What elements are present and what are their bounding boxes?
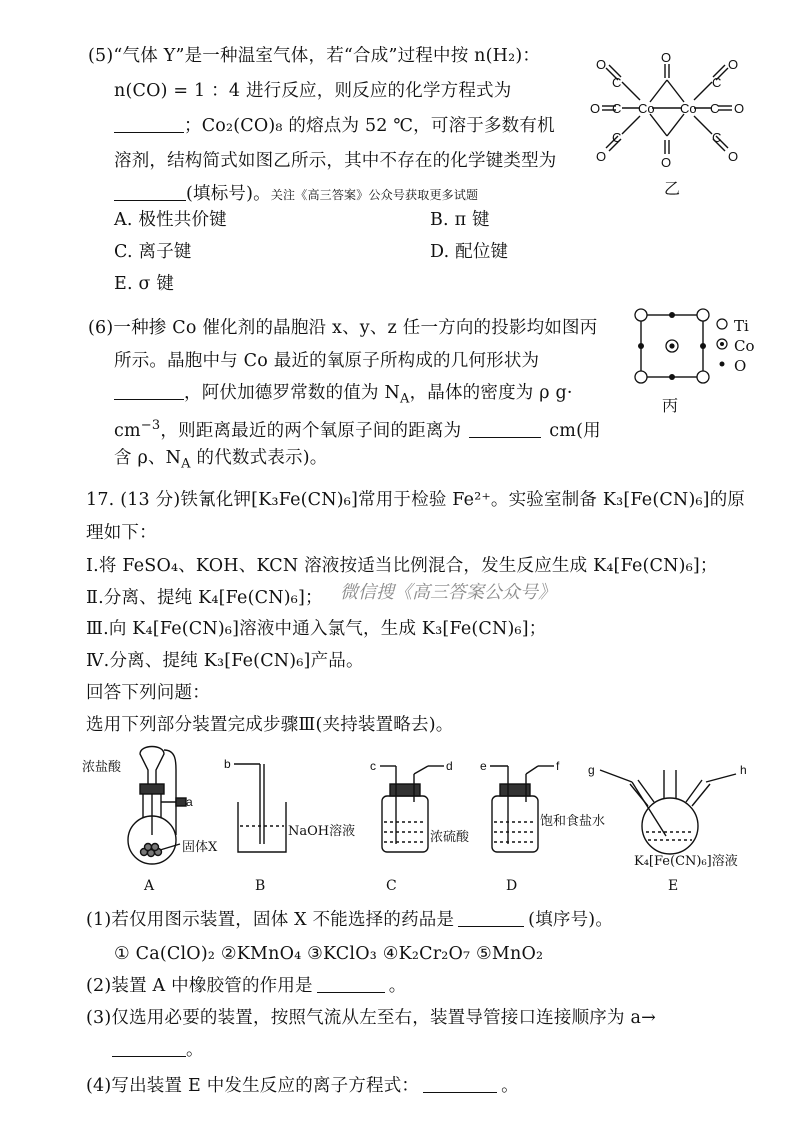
option-a: A. 极性共价键 bbox=[114, 210, 227, 230]
o-atom-tl: O bbox=[596, 57, 607, 72]
q17-p4: (4)写出装置 E 中发生反应的离子方程式： 。 bbox=[86, 1076, 519, 1096]
o-atom-bottom: O bbox=[661, 155, 672, 170]
caption-d: D bbox=[506, 878, 518, 894]
option-c: C. 离子键 bbox=[114, 242, 192, 262]
q17-step4: Ⅳ.分离、提纯 K₃[Fe(CN)₆]产品。 bbox=[86, 651, 364, 671]
option-e: E. σ 键 bbox=[114, 274, 175, 294]
option-d: D. 配位键 bbox=[430, 242, 509, 262]
label-naoh: NaOH溶液 bbox=[288, 824, 356, 839]
q17-step2: Ⅱ.分离、提纯 K₄[Fe(CN)₆]； bbox=[86, 588, 323, 608]
q17-p3: (3)仅选用必要的装置，按照气流从左至右，装置导管接口连接顺序为 a→ bbox=[86, 1008, 656, 1028]
q5-line3: ；Co₂(CO)₈ 的熔点为 52 ℃，可溶于多数有机 bbox=[114, 114, 555, 138]
q6-line3: ，阿伏加德罗常数的值为 $N_A$，晶体的密度为 ρ g· bbox=[114, 381, 573, 412]
q6-line4: $cm^{-3}$，则距离最近的两个氧原子间的距离为 cm(用 bbox=[114, 418, 601, 441]
q17-line2: 理如下： bbox=[86, 523, 157, 543]
legend-ti: Ti bbox=[734, 317, 749, 335]
figure-yi-caption: 乙 bbox=[664, 179, 681, 198]
legend-co: Co bbox=[734, 337, 755, 355]
o-atom-l: O bbox=[590, 101, 601, 116]
label-solid-x: 固体X bbox=[182, 840, 218, 855]
q5-line4: 溶剂，结构简式如图乙所示，其中不存在的化学键类型为 bbox=[114, 151, 557, 171]
o-atom-br: O bbox=[728, 149, 739, 164]
q17-step3: Ⅲ.向 K₄[Fe(CN)₆]溶液中通入氯气，生成 K₃[Fe(CN)₆]； bbox=[86, 619, 547, 639]
port-b: b bbox=[224, 757, 231, 771]
q17-p1: (1)若仅用图示装置，固体 X 不能选择的药品是 (填序号)。 bbox=[86, 910, 614, 930]
o-atom-top: O bbox=[661, 50, 672, 65]
legend-symbols bbox=[716, 316, 730, 372]
port-a: a bbox=[186, 795, 193, 809]
answer-blank-bond-type[interactable] bbox=[114, 182, 186, 201]
answer-blank-shape[interactable] bbox=[114, 381, 184, 400]
q17-select: 选用下列部分装置完成步骤Ⅲ(夹持装置略去)。 bbox=[86, 715, 454, 735]
o-atom-r: O bbox=[734, 101, 745, 116]
o-atom-tr: O bbox=[728, 57, 739, 72]
option-b: B. π 键 bbox=[430, 210, 490, 230]
figure-crystal-projection bbox=[632, 306, 712, 386]
q17-p1-choices: ① Ca(ClO)₂ ②KMnO₄ ③KClO₃ ④K₂Cr₂O₇ ⑤MnO₂ bbox=[114, 944, 544, 964]
c-atom-r: C bbox=[710, 101, 720, 116]
port-f: f bbox=[556, 759, 560, 773]
c-atom-l: C bbox=[612, 101, 622, 116]
c-atom-tl: C bbox=[612, 75, 622, 90]
q17-answer-intro: 回答下列问题： bbox=[86, 683, 210, 703]
c-atom-br: C bbox=[712, 130, 722, 145]
co-atom-left: Co bbox=[638, 101, 655, 116]
port-e: e bbox=[480, 759, 487, 773]
promo-note: 关注《高三答案》公众号获取更多试题 bbox=[270, 188, 479, 202]
port-c: c bbox=[370, 759, 376, 773]
figure-co2co8-structure bbox=[582, 50, 762, 185]
q17-p3-cont: 。 bbox=[112, 1038, 204, 1062]
caption-c: C bbox=[386, 878, 397, 894]
answer-blank-distance[interactable] bbox=[469, 419, 541, 438]
answer-blank-ionic-equation[interactable] bbox=[423, 1074, 497, 1093]
c-atom-bl: C bbox=[612, 130, 622, 145]
q6-line1: (6)一种掺 Co 催化剂的晶胞沿 x、y、z 任一方向的投影均如图丙 bbox=[88, 318, 598, 338]
caption-b: B bbox=[255, 878, 266, 894]
port-h: h bbox=[740, 763, 747, 777]
watermark: 微信搜《高三答案公众号》 bbox=[340, 582, 556, 603]
label-nacl: 饱和食盐水 bbox=[540, 814, 606, 829]
figure-bing-caption: 丙 bbox=[662, 396, 679, 415]
q17-line1: 17. (13 分)铁氰化钾[K₃Fe(CN)₆]常用于检验 Fe²⁺。实验室制备 K₃[Fe(CN)₆]的原 bbox=[86, 490, 746, 510]
port-d: d bbox=[446, 759, 453, 773]
answer-blank-rubber-tube[interactable] bbox=[317, 974, 385, 993]
caption-a: A bbox=[144, 878, 155, 894]
answer-blank-equation[interactable] bbox=[114, 114, 184, 133]
answer-blank-reagent[interactable] bbox=[458, 908, 524, 927]
q6-line2: 所示。晶胞中与 Co 最近的氧原子所构成的几何形状为 bbox=[114, 351, 540, 371]
q5-line1: (5)“气体 Y”是一种温室气体，若“合成”过程中按 n(H₂)： bbox=[88, 46, 541, 66]
label-conc-hcl: 浓盐酸 bbox=[82, 760, 122, 775]
answer-blank-connection[interactable] bbox=[112, 1038, 186, 1057]
caption-e: E bbox=[668, 878, 679, 894]
q17-step1: Ⅰ.将 FeSO₄、KOH、KCN 溶液按适当比例混合，发生反应生成 K₄[Fe(CN)₆]； bbox=[86, 556, 718, 576]
q6-line5: 含 ρ、$N_A$ 的代数式表示)。 bbox=[114, 448, 328, 472]
legend-o: O bbox=[734, 357, 747, 375]
c-atom-tr: C bbox=[712, 75, 722, 90]
q5-line2: n(CO) = 1 ：4 进行反应，则反应的化学方程式为 bbox=[114, 81, 512, 101]
q5-line5: (填标号)。关注《高三答案》公众号获取更多试题 bbox=[114, 182, 478, 207]
label-k4-solution: K₄[Fe(CN)₆]溶液 bbox=[634, 854, 738, 869]
o-atom-bl: O bbox=[596, 149, 607, 164]
port-g: g bbox=[588, 763, 595, 777]
co-atom-right: Co bbox=[680, 101, 697, 116]
q17-p2: (2)装置 A 中橡胶管的作用是 。 bbox=[86, 976, 407, 996]
label-h2so4: 浓硫酸 bbox=[430, 830, 470, 845]
